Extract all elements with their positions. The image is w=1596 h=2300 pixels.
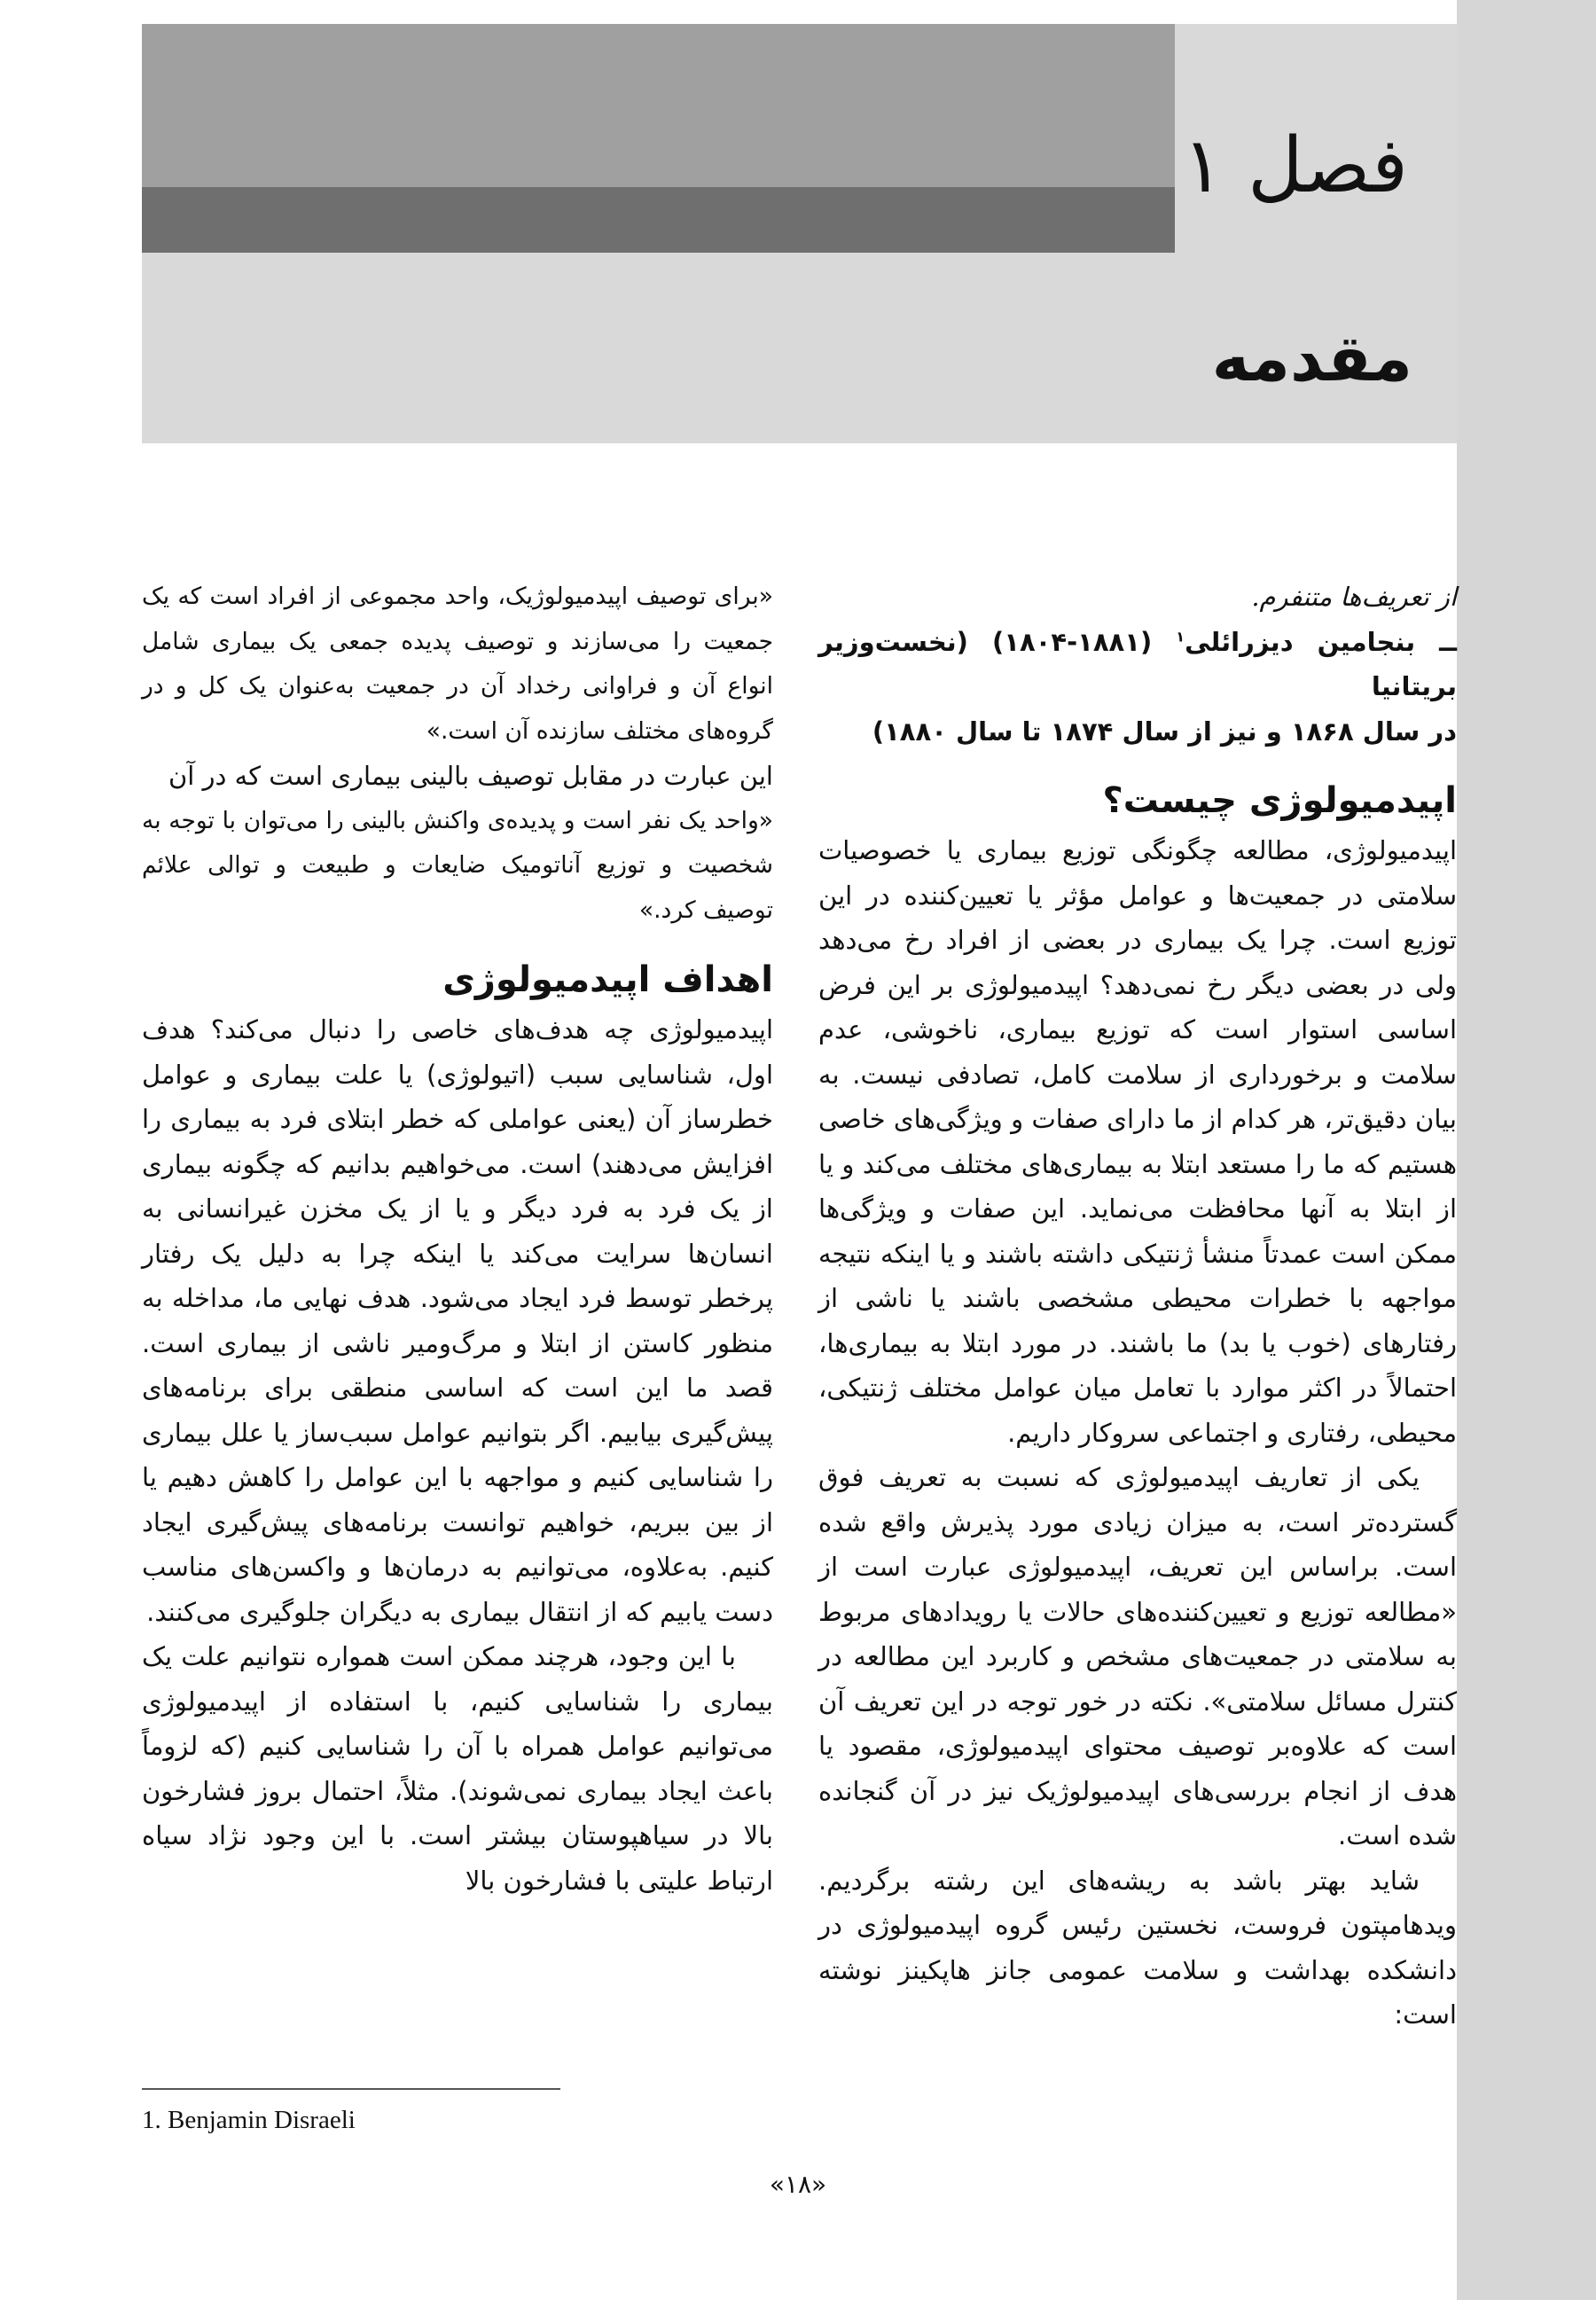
header-band-light <box>142 24 1175 187</box>
section-heading-goals: اهداف اپیدمیولوژی <box>442 959 773 1000</box>
paragraph: اپیدمیولوژی، مطالعه چگونگی توزیع بیماری یا خصوصیات سلامتی در جمعیت‌ها و عوامل مؤثر یا تعیین‌کننده در این توزیع است. چرا یک بیماری در بعضی از افراد رخ می‌دهد ولی در بعضی دیگر رخ نمی‌دهد؟ اپیدمیولوژی بر این فرض اساسی استوار است که توزیع بیماری، ناخوشی، عدم سلامت و برخورداری از سلامت کامل، تصادفی نیست. به بیان دقیق‌تر، هر کدام از ما دارای صفات و ویژگی‌های خاصی هستیم که ما را مستعد ابتلا به بیماری‌های مختلف می‌کند و یا از ابتلا به آنها محافظت می‌نماید. این صفات و ویژگی‌ها ممکن است عمدتاً منشأ ژنتیکی داشته باشند و یا اینکه نتیجه مواجهه با خطرات محیطی مشخصی باشند یا ناشی از رفتارهای (خوب یا بد) ما باشند. در مورد ابتلا به بیماری‌ها، احتمالاً در اکثر موارد با تعامل میان عوامل مختلف ژنتیکی، محیطی، رفتاری و اجتماعی سروکار داریم. <box>818 835 1457 1448</box>
attribution-name: ــ بنجامین دیزرائلی <box>1185 626 1457 657</box>
margin-strip <box>1457 0 1596 2300</box>
header-band-dark <box>142 187 1175 253</box>
footnote-divider <box>142 2088 560 2090</box>
chapter-title: مقدمه <box>1211 321 1412 395</box>
block-quote: «برای توصیف اپیدمیولوژیک، واحد مجموعی از افراد است که یک جمعیت را می‌سازند و توصیف پدیده جمعی یک بیماری شامل انواع آن و فراوانی رخداد آن در جمعیت به‌عنوان یک کل و در گروه‌های مختلف سازنده آن است.» <box>142 583 773 745</box>
epigraph-quote: از تعریف‌ها متنفرم. <box>1251 582 1457 612</box>
chapter-label: فصل ۱ <box>1182 121 1408 210</box>
left-column <box>142 575 773 1903</box>
page-number: «۱۸» <box>769 2170 827 2199</box>
block-quote: «واحد یک نفر است و پدیده‌ی واکنش بالینی را می‌توان با توجه به شخصیت و توزیع آناتومیک ضایعات و طبیعت و توالی علائم توصیف کرد.» <box>142 806 773 924</box>
paragraph: یکی از تعاریف اپیدمیولوژی که نسبت به تعریف فوق گسترده‌تر است، به میزان زیادی مورد پذیرش واقع شده است. براساس این تعریف، اپیدمیولوژی عبارت است از «مطالعه توزیع و تعیین‌کننده‌های حالات یا رویدادهای مربوط به سلامتی در جمعیت‌های مشخص و کاربرد این مطالعه در کنترل مسائل سلامتی». نکته در خور توجه در این تعریف آن است که علاوه‌بر توصیف محتوای اپیدمیولوژی، مقصود یا هدف از انجام بررسی‌های اپیدمیولوژیک نیز در آن گنجانده شده است. <box>818 1462 1457 1850</box>
chapter-header <box>142 24 1457 443</box>
paragraph: این عبارت در مقابل توصیف بالینی بیماری است که در آن <box>168 761 773 791</box>
paragraph: با این وجود، هرچند ممکن است همواره نتوانیم علت یک بیماری را شناسایی کنیم، با استفاده از اپیدمیولوژی می‌توانیم عوامل همراه با آن را شناسایی کنیم (که لزوماً باعث ایجاد بیماری نمی‌شوند). مثلاً، احتمال بروز فشارخون بالا در سیاهپوستان بیشتر است. با این وجود نژاد سیاه ارتباط علیتی با فشارخون بالا <box>142 1641 773 1896</box>
footnote-ref: ۱ <box>1176 627 1185 645</box>
paragraph: اپیدمیولوژی چه هدف‌های خاصی را دنبال می‌کند؟ هدف اول، شناسایی سبب (اتیولوژی) یا علت بیماری و عوامل خطرساز آن (یعنی عواملی که خطر ابتلای فرد به بیماری را افزایش می‌دهند) است. می‌خواهیم بدانیم که چگونه بیماری از یک فرد به فرد دیگر و یا از یک مخزن غیرانسانی به انسان‌ها سرایت می‌کند یا اینکه چرا به دلیل یک رفتار پرخطر توسط فرد ایجاد می‌شود. هدف نهایی ما، مداخله به منظور کاستن از ابتلا و مرگ‌ومیر ناشی از بیماری است. قصد ما این است که اساسی منطقی برای برنامه‌های پیش‌گیری بیابیم. اگر بتوانیم عوامل سبب‌ساز یا علل بیماری را شناسایی کنیم و مواجهه با این عوامل را کاهش دهیم یا از بین ببریم، خواهیم توانست برنامه‌های پیش‌گیری ایجاد کنیم. به‌علاوه، می‌توانیم به درمان‌ها و واکسن‌های مناسب دست یابیم که از انتقال بیماری به دیگران جلوگیری می‌کنند. <box>142 1014 773 1627</box>
attribution-dates: (۱۸۸۱-۱۸۰۴) (نخست‌وزیر بریتانیا <box>818 626 1457 701</box>
footnote: 1. Benjamin Disraeli <box>142 2106 356 2134</box>
epigraph-attribution-line2: در سال ۱۸۶۸ و نیز از سال ۱۸۷۴ تا سال ۱۸۸۰) <box>872 716 1457 747</box>
section-heading-what-is-epidemiology: اپیدمیولوژی چیست؟ <box>1102 780 1457 821</box>
epigraph-attribution <box>818 620 1457 709</box>
right-column <box>818 575 1457 2038</box>
paragraph: شاید بهتر باشد به ریشه‌های این رشته برگردیم. ویدهامپتون فروست، نخستین رئیس گروه اپیدمیولوژی در دانشکده بهداشت و سلامت عمومی جانز هاپکینز نوشته است: <box>818 1865 1457 2030</box>
